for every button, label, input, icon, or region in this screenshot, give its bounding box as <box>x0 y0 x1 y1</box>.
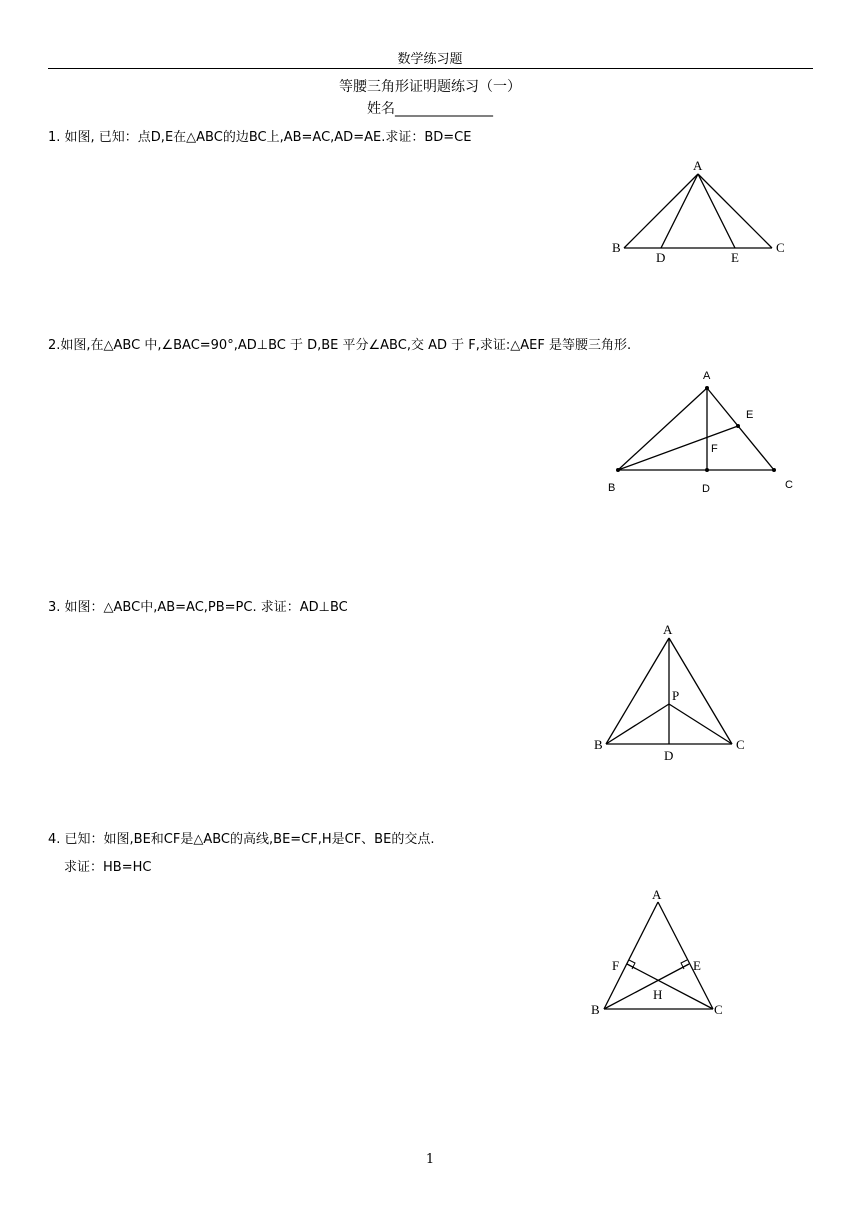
worksheet-title: 等腰三角形证明题练习（一） <box>339 79 521 95</box>
fig4-label-h: H <box>653 987 663 1002</box>
question-1-text: 1. 如图, 已知：点D,E在△ABC的边BC上,AB=AC,AD=AE.求证：BD=CE <box>48 130 472 145</box>
name-field: 姓名______________ <box>367 101 493 117</box>
fig3-label-a: A <box>663 622 673 637</box>
fig2-label-e: E <box>746 409 754 421</box>
fig2-label-a: A <box>703 370 711 382</box>
header-rule <box>48 68 813 69</box>
fig4-label-c: C <box>714 1002 723 1017</box>
fig4-label-f: F <box>612 958 620 973</box>
fig3-label-p: P <box>672 688 680 703</box>
fig3-label-b: B <box>594 737 603 752</box>
page-number: 1 <box>425 1152 435 1167</box>
fig4-label-a: A <box>652 887 662 902</box>
figure-2-right-triangle <box>600 362 810 502</box>
fig4-label-e: E <box>693 958 701 973</box>
question-4-prove-text: 求证：HB=HC <box>64 860 152 875</box>
question-3-text: 3. 如图：△ABC中,AB=AC,PB=PC. 求证：AD⊥BC <box>48 600 348 615</box>
fig1-label-c: C <box>776 240 785 255</box>
question-4-text: 4. 已知：如图,BE和CF是△ABC的高线,BE=CF,H是CF、BE的交点. <box>48 832 435 847</box>
fig2-label-d: D <box>702 483 710 495</box>
fig2-label-b: B <box>608 482 616 494</box>
figure-3-isosceles-triangle <box>590 618 760 768</box>
fig2-label-f: F <box>711 443 718 455</box>
fig1-label-b: B <box>612 240 621 255</box>
figure-1-triangle <box>600 150 810 270</box>
fig3-label-c: C <box>736 737 745 752</box>
figure-4-altitudes-triangle <box>585 882 735 1027</box>
question-2-text: 2.如图,在△ABC 中,∠BAC=90°,AD⊥BC 于 D,BE 平分∠ABC,交 AD 于 F,求证:△AEF 是等腰三角形. <box>48 338 632 353</box>
fig3-label-d: D <box>664 748 674 763</box>
fig4-label-b: B <box>591 1002 600 1017</box>
fig1-label-a: A <box>693 158 703 173</box>
page-header: 数学练习题 <box>397 52 463 67</box>
fig2-label-c: C <box>785 479 793 491</box>
fig1-label-d: D <box>656 250 666 265</box>
fig1-label-e: E <box>731 250 739 265</box>
